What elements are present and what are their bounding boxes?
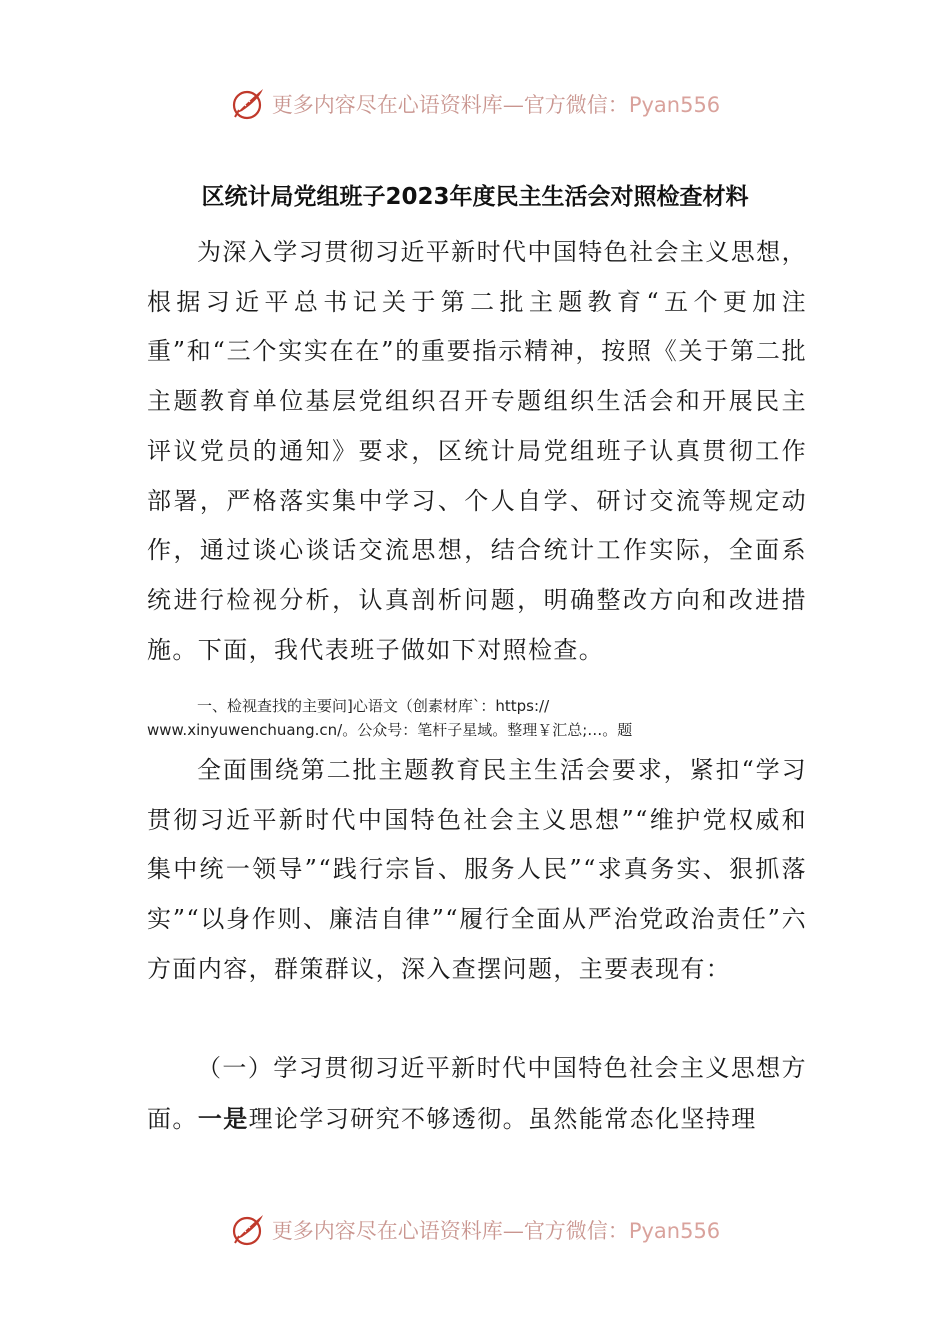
source-note <box>147 694 807 742</box>
section-1-heading: （一）学习贯彻习近平新时代中国特色社会主义思想方面。 <box>147 1054 807 1133</box>
paragraph-intro-container <box>147 228 807 675</box>
watermark-site-text: 更多内容尽在心语资料库 <box>271 1219 503 1243</box>
watermark-banner-top <box>0 80 950 128</box>
watermark-wechat-id: Pyan556 <box>628 93 721 117</box>
paragraph-overview-container <box>147 746 807 995</box>
section-1-bold-marker: 一是 <box>197 1103 249 1133</box>
quill-logo-icon <box>230 1212 266 1248</box>
note-line-2: www.xinyuwenchuang.cn/。公众号：笔杆子星域。整理￥汇总;…。题 <box>147 721 633 739</box>
paragraph-intro: 为深入学习贯彻习近平新时代中国特色社会主义思想，根据习近平总书记关于第二批主题教育“五个更加注重”和“三个实实在在”的重要指示精神，按照《关于第二批主题教育单位基层党组织召开专题组织生活会和开展民主评议党员的通知》要求，区统计局党组班子认真贯彻工作部署，严格落实集中学习、个人自学、研讨交流等规定动作，通过谈心谈话交流思想，结合统计工作实际，全面系统进行检视分析，认真剖析问题，明确整改方向和改进措施。下面，我代表班子做如下对照检查。 <box>147 238 807 664</box>
watermark-banner-bottom <box>0 1206 950 1254</box>
quill-logo-icon <box>230 86 266 122</box>
document-title: 区统计局党组班子2023年度民主生活会对照检查材料 <box>201 184 749 210</box>
watermark-wechat-id: Pyan556 <box>628 1219 721 1243</box>
watermark-wechat-label: 官方微信： <box>523 1219 629 1243</box>
paragraph-overview: 全面围绕第二批主题教育民主生活会要求，紧扣“学习贯彻习近平新时代中国特色社会主义思想”“维护党权威和集中统一领导”“践行宗旨、服务人民”“求真务实、狠抓落实”“以身作则、廉洁自律”“履行全面从严治党政治责任”六方面内容，群策群议，深入查摆问题，主要表现有： <box>147 756 807 983</box>
watermark-wechat-label: 官方微信： <box>523 93 629 117</box>
section-1-text: 理论学习研究不够透彻。虽然能常态化坚持理 <box>248 1104 757 1133</box>
watermark-separator: — <box>502 1219 524 1243</box>
watermark-site-text: 更多内容尽在心语资料库 <box>271 93 503 117</box>
paragraph-section-1-container <box>147 1044 807 1144</box>
note-line-1: 一、检视查找的主要问]心语文（创素材库`：https:// <box>197 697 550 715</box>
watermark-separator: — <box>502 93 524 117</box>
paragraph-section-1 <box>147 1044 807 1144</box>
